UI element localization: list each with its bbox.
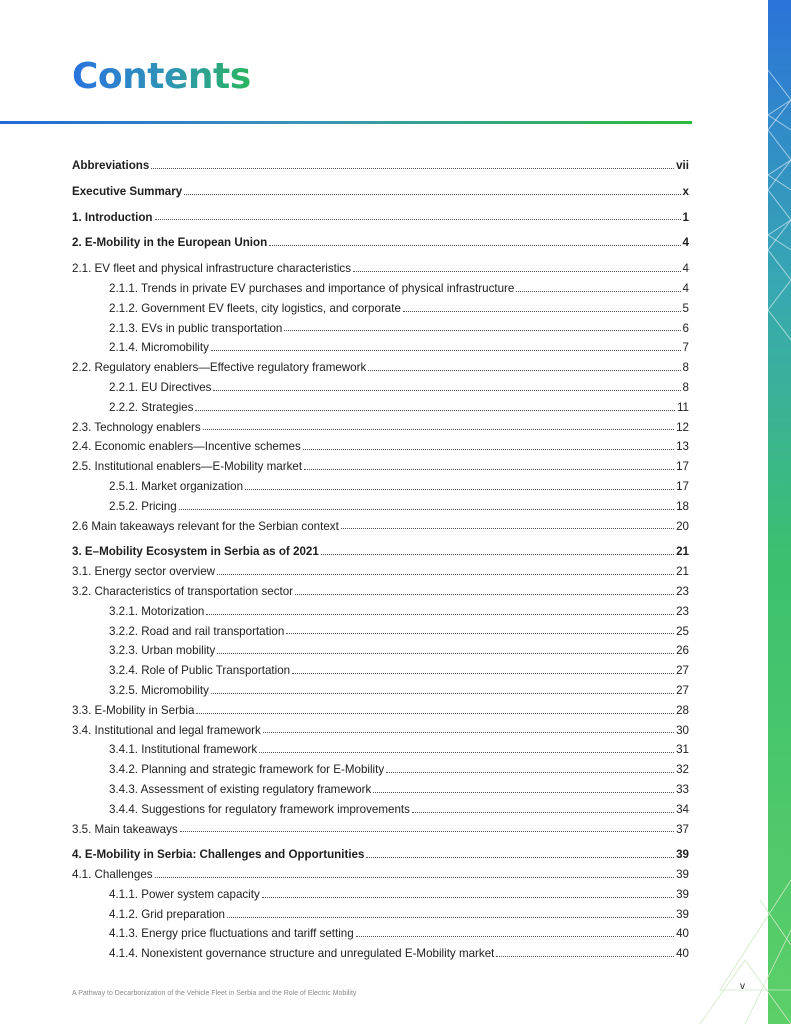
- toc-entry[interactable]: [72, 542, 689, 562]
- dot-leader: [155, 876, 675, 878]
- toc-entry-label: 2.5.1. Market organization: [109, 479, 244, 493]
- toc-entry-page: 25: [676, 624, 689, 638]
- toc-entry-label: 2.1.3. EVs in public transportation: [109, 321, 283, 335]
- toc-entry-page: 26: [676, 644, 689, 658]
- title-rule: [0, 121, 692, 124]
- toc-entry-label: 3.2.4. Role of Public Transportation: [109, 664, 291, 678]
- toc-entry-page: 39: [676, 887, 689, 901]
- dot-leader: [155, 218, 681, 220]
- toc-entry[interactable]: [72, 338, 689, 358]
- toc-entry-label: 2.2.1. EU Directives: [109, 380, 212, 394]
- toc-entry-page: 6: [682, 321, 689, 335]
- toc-entry-page: 21: [676, 565, 689, 579]
- toc-entry-label: 2.2.2. Strategies: [109, 400, 194, 414]
- dot-leader: [321, 553, 674, 555]
- dot-leader: [373, 791, 674, 793]
- toc-entry-page: 27: [676, 683, 689, 697]
- toc-entry[interactable]: [72, 279, 689, 299]
- toc-entry[interactable]: [72, 924, 689, 944]
- toc-entry[interactable]: [72, 378, 689, 398]
- toc-entry[interactable]: [72, 418, 689, 438]
- toc-entry[interactable]: [72, 721, 689, 741]
- toc-entry-page: 33: [676, 782, 689, 796]
- toc-entry-label: 3.4.3. Assessment of existing regulatory framework: [109, 782, 372, 796]
- toc-entry[interactable]: [72, 477, 689, 497]
- dot-leader: [284, 329, 680, 331]
- toc-entry[interactable]: [72, 259, 689, 279]
- dot-leader: [263, 731, 674, 733]
- toc-entry-label: 1. Introduction: [72, 210, 153, 224]
- page-title: Contents: [72, 56, 251, 97]
- toc-entry-page: 34: [676, 802, 689, 816]
- toc-entry-label: 2. E-Mobility in the European Union: [72, 236, 268, 250]
- toc-entry[interactable]: [72, 517, 689, 537]
- dot-leader: [286, 632, 674, 634]
- toc-entry-label: 4.1.2. Grid preparation: [109, 907, 226, 921]
- dot-leader: [496, 955, 674, 957]
- toc-entry-page: 23: [676, 584, 689, 598]
- dot-leader: [386, 771, 674, 773]
- toc-entry-page: 20: [676, 519, 689, 533]
- dot-leader: [245, 488, 674, 490]
- toc-entry-page: 5: [682, 301, 689, 315]
- toc-entry-page: 4: [682, 281, 689, 295]
- dot-leader: [366, 856, 674, 858]
- toc-entry[interactable]: [72, 602, 689, 622]
- dot-leader: [353, 270, 681, 272]
- toc-entry-page: x: [682, 184, 689, 198]
- dot-leader: [368, 369, 680, 371]
- table-of-contents: [72, 156, 689, 964]
- dot-leader: [304, 468, 674, 470]
- toc-entry[interactable]: [72, 905, 689, 925]
- toc-entry-label: 4.1. Challenges: [72, 868, 153, 882]
- toc-entry[interactable]: [72, 582, 689, 602]
- toc-entry-label: 3. E–Mobility Ecosystem in Serbia as of 2021: [72, 545, 319, 559]
- toc-entry[interactable]: [72, 845, 689, 865]
- toc-entry[interactable]: [72, 182, 689, 202]
- toc-entry-label: 2.2. Regulatory enablers—Effective regulatory framework: [72, 361, 367, 375]
- toc-entry-page: 4: [682, 262, 689, 276]
- toc-entry-label: Abbreviations: [72, 159, 150, 172]
- toc-entry-label: 4. E-Mobility in Serbia: Challenges and Opportunities: [72, 848, 365, 862]
- toc-entry-page: 12: [676, 420, 689, 434]
- toc-entry-page: 39: [676, 848, 689, 862]
- toc-entry-label: 3.2. Characteristics of transportation sector: [72, 584, 294, 598]
- toc-entry-page: 8: [682, 361, 689, 375]
- dot-leader: [516, 290, 680, 292]
- toc-entry-label: 4.1.4. Nonexistent governance structure and unregulated E-Mobility market: [109, 947, 495, 961]
- toc-entry-label: 3.2.5. Micromobility: [109, 683, 209, 697]
- toc-entry-label: 3.2.1. Motorization: [109, 604, 205, 618]
- dot-leader: [217, 652, 674, 654]
- toc-entry-label: 4.1.1. Power system capacity: [109, 887, 260, 901]
- toc-entry-page: 4: [682, 236, 689, 250]
- toc-entry-page: 13: [676, 440, 689, 454]
- toc-entry-label: 3.2.2. Road and rail transportation: [109, 624, 285, 638]
- toc-entry-page: 39: [676, 868, 689, 882]
- toc-entry[interactable]: [72, 820, 689, 840]
- toc-entry-page: 40: [676, 947, 689, 961]
- page-number: v: [740, 981, 745, 992]
- toc-entry[interactable]: [72, 701, 689, 721]
- dot-leader: [180, 830, 674, 832]
- toc-entry-label: 3.4. Institutional and legal framework: [72, 723, 261, 737]
- dot-leader: [262, 896, 674, 898]
- toc-entry-page: 28: [676, 703, 689, 717]
- dot-leader: [356, 935, 674, 937]
- toc-entry-label: 3.4.1. Institutional framework: [109, 743, 258, 757]
- toc-entry-label: 2.1. EV fleet and physical infrastructure characteristics: [72, 262, 352, 276]
- toc-entry-page: 39: [676, 907, 689, 921]
- toc-entry-label: 3.4.2. Planning and strategic framework for E-Mobility: [109, 763, 385, 777]
- toc-entry-label: 3.5. Main takeaways: [72, 822, 178, 836]
- toc-entry[interactable]: [72, 661, 689, 681]
- toc-entry[interactable]: [72, 944, 689, 964]
- toc-entry-page: 1: [682, 210, 689, 224]
- dot-leader: [403, 310, 681, 312]
- toc-entry[interactable]: [72, 641, 689, 661]
- toc-entry-page: 17: [676, 479, 689, 493]
- toc-entry-page: 23: [676, 604, 689, 618]
- toc-entry[interactable]: [72, 865, 689, 885]
- dot-leader: [211, 349, 681, 351]
- toc-entry-label: 2.4. Economic enablers—Incentive schemes: [72, 440, 301, 454]
- toc-entry[interactable]: [72, 299, 689, 319]
- toc-entry-label: 2.5. Institutional enablers—E-Mobility market: [72, 460, 303, 474]
- toc-entry-page: 37: [676, 822, 689, 836]
- dot-leader: [179, 508, 674, 510]
- dot-leader: [292, 672, 674, 674]
- toc-entry[interactable]: [72, 681, 689, 701]
- toc-entry[interactable]: [72, 780, 689, 800]
- toc-entry-label: 2.1.4. Micromobility: [109, 341, 209, 355]
- toc-entry-label: 2.6 Main takeaways relevant for the Serbian context: [72, 519, 339, 533]
- toc-entry-label: 3.2.3. Urban mobility: [109, 644, 216, 658]
- dot-leader: [412, 811, 674, 813]
- toc-entry-page: 18: [676, 499, 689, 513]
- dot-leader: [184, 193, 680, 195]
- toc-entry-label: 4.1.3. Energy price fluctuations and tariff setting: [109, 927, 354, 941]
- dot-leader: [196, 712, 674, 714]
- toc-entry[interactable]: [72, 740, 689, 760]
- toc-entry[interactable]: [72, 885, 689, 905]
- dot-leader: [151, 167, 674, 169]
- toc-entry-label: 3.4.4. Suggestions for regulatory framework improvements: [109, 802, 410, 816]
- toc-entry[interactable]: [72, 497, 689, 517]
- toc-entry-page: 21: [676, 545, 689, 559]
- toc-entry[interactable]: [72, 156, 689, 176]
- toc-entry-label: 2.1.2. Government EV fleets, city logistics, and corporate: [109, 301, 401, 315]
- dot-leader: [195, 409, 675, 411]
- toc-entry-label: 3.3. E-Mobility in Serbia: [72, 703, 195, 717]
- dot-leader: [227, 916, 674, 918]
- toc-entry[interactable]: [72, 208, 689, 228]
- toc-entry[interactable]: [72, 457, 689, 477]
- dot-leader: [211, 692, 674, 694]
- toc-entry[interactable]: [72, 398, 689, 418]
- dot-leader: [303, 448, 674, 450]
- toc-entry-page: 40: [676, 927, 689, 941]
- dot-leader: [213, 389, 680, 391]
- toc-entry-page: 7: [682, 341, 689, 355]
- toc-entry-page: 31: [676, 743, 689, 757]
- dot-leader: [217, 573, 674, 575]
- toc-entry[interactable]: [72, 233, 689, 253]
- toc-entry-page: 8: [682, 380, 689, 394]
- toc-entry-page: 32: [676, 763, 689, 777]
- dot-leader: [259, 751, 674, 753]
- toc-entry[interactable]: [72, 437, 689, 457]
- toc-entry-page: 17: [676, 460, 689, 474]
- toc-entry[interactable]: [72, 760, 689, 780]
- toc-entry-page: 30: [676, 723, 689, 737]
- dot-leader: [341, 527, 674, 529]
- dot-leader: [269, 244, 680, 246]
- toc-entry[interactable]: [72, 358, 689, 378]
- toc-entry-page: vii: [676, 159, 689, 172]
- dot-leader: [203, 428, 674, 430]
- toc-entry[interactable]: [72, 562, 689, 582]
- toc-entry-label: 2.3. Technology enablers: [72, 420, 201, 434]
- toc-entry[interactable]: [72, 319, 689, 339]
- toc-entry[interactable]: [72, 800, 689, 820]
- dot-leader: [206, 613, 674, 615]
- footer-text: A Pathway to Decarbonization of the Vehicle Fleet in Serbia and the Role of Electric Mobility: [72, 990, 357, 997]
- toc-entry-label: 3.1. Energy sector overview: [72, 565, 216, 579]
- toc-entry-label: 2.5.2. Pricing: [109, 499, 177, 513]
- toc-entry-page: 27: [676, 664, 689, 678]
- dot-leader: [295, 593, 674, 595]
- toc-entry[interactable]: [72, 622, 689, 642]
- toc-entry-label: 2.1.1. Trends in private EV purchases and importance of physical infrastructure: [109, 281, 515, 295]
- toc-entry-label: Executive Summary: [72, 184, 183, 198]
- toc-entry-page: 11: [676, 400, 689, 414]
